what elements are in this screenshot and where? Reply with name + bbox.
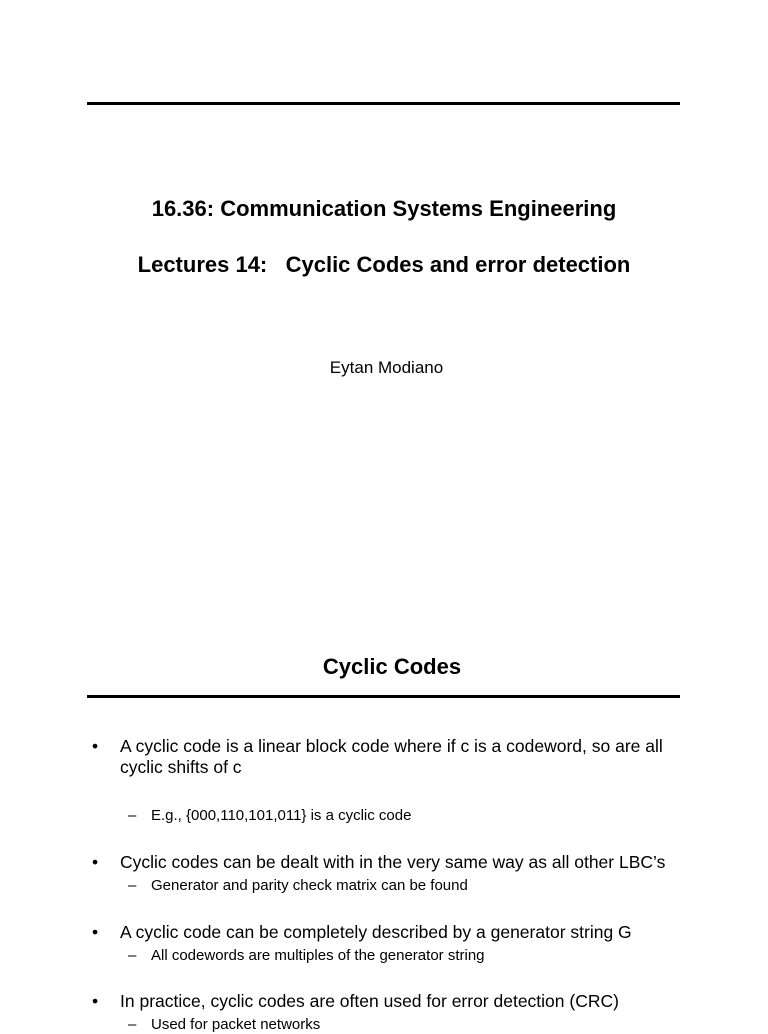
sub-bullet-item [128,946,668,965]
sub-bullet-item [128,806,668,825]
bullet-text: A cyclic code can be completely described by a generator string G [120,922,632,942]
sub-bullet-text: Generator and parity check matrix can be found [151,877,468,894]
bullet-item [92,852,672,873]
bullet-text: A cyclic code is a linear block code where if c is a codeword, so are all cyclic shifts of c [120,736,663,777]
bullet-marker: • [92,736,99,756]
bullet-marker: • [92,922,99,942]
top-divider-rule [87,102,680,105]
dash-marker: – [128,877,137,894]
bullet-item [92,991,672,1012]
bullet-marker: • [92,852,99,872]
sub-bullet-item [128,1015,668,1034]
section-divider-rule [87,695,680,698]
dash-marker: – [128,947,137,964]
course-title: 16.36: Communication Systems Engineering [151,196,617,221]
sub-bullet-text: Used for packet networks [151,1016,321,1033]
bullet-marker: • [92,991,99,1011]
sub-bullet-text: E.g., {000,110,101,011} is a cyclic code [151,807,412,824]
dash-marker: – [128,1016,137,1033]
section-title: Cyclic Codes [322,654,462,679]
author-name: Eytan Modiano [329,358,444,377]
bullet-text: In practice, cyclic codes are often used for error detection (CRC) [120,991,619,1011]
bullet-text: Cyclic codes can be dealt with in the very same way as all other LBC’s [120,852,666,872]
lecture-title: Lectures 14: Cyclic Codes and error detection [137,252,631,277]
sub-bullet-item [128,876,668,895]
bullet-item [92,922,672,943]
sub-bullet-text: All codewords are multiples of the generator string [151,947,485,964]
dash-marker: – [128,807,137,824]
bullet-item [92,736,672,778]
